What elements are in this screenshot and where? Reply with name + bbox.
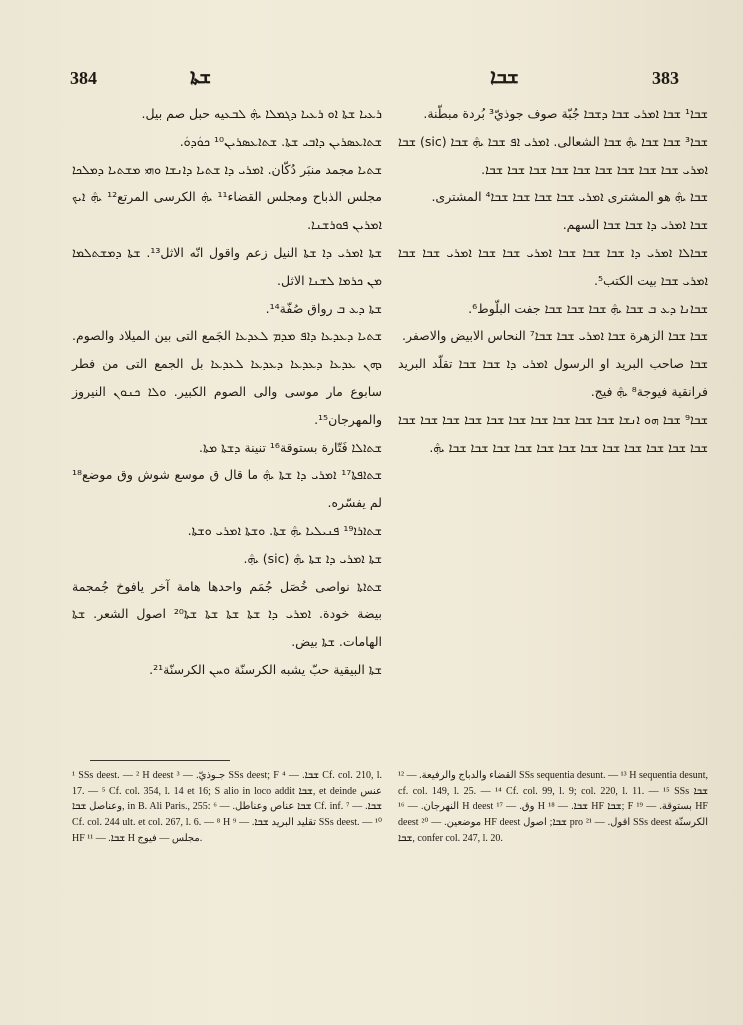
footnote-text: ¹ SSs deest. — ² H deest جـوذيّ. — ³ SSs deest; F ܫܒܐ. — ⁴ Cf. col. 210, l. 17. — ⁵ Cf. col. 354, l. 14 et 16; S alio in loco addit ܫܒܐ, et deinde عنس وعناصل ܫܒܐ, in B. Ali Paris., 255: ܫܒܐ عناص وعناطل. — ⁶ Cf. inf. ܫܒܐ. — ⁷ Cf. col. 244 ult. et col. 267, l. 6. — ⁸ H تقليد البريد ܫܒܐ. — ⁹ SSs deest. — ¹⁰ HF ܫܒܐ. — ¹¹ H مجلس — فيوج. bbox=[72, 770, 383, 844]
lexicon-entry: ܫܒܐ¹ ܫܒܐ ܐܡܪܝ ܫܒܐ ܕܫܒܐ جُبّة صوف جوذيّ³ بُردة مبطّنة. bbox=[423, 106, 708, 121]
footnote-text: القضاء والدباج والرفيعة. — ¹² SSs sequentia desunt. — ¹³ H sequentia desunt, cf. col. 149, l. 25. — ¹⁴ Cf. col. 99, l. 9; col. 220, l. 11. — ¹⁵ SSs ܫܒܐ النهرجان. — ¹⁶ H deest وق. — ¹⁷ H ܫܒܐ. — ¹⁸ HF ܫܒܐ; F بستوقة. — ¹⁹ HF deest موضعين. — ²⁰ HF deest ܫܒܐ; اصول pro اقول. — ²¹ SSs deest الكرسنّة ܫܒܐ, confer col. 247, l. 20. bbox=[398, 770, 708, 844]
lexicon-entry: ܫܒܐ³ ܫܒܐ ܫܒܐ ܞ ܫܒܐ الشعالى. ܐܡܪܝ ܐܦ ܫܒܐ ܞ ܫܒܐ (sic) ܫܒܐ ܐܡܪܝ ܫܒܐ ܫܒܐ ܫܒܐ ܫܒܐ ܫܒܐ ܫܒܐ ܫܒܐ ܫܒܐ ܫܒܐ. bbox=[398, 133, 708, 177]
lexicon-entry: ܫܒܐ صاحب البريد او الرسول ܐܡܪܝ ܕܐ ܫܒܐ ܫܒܐ تقلّد البريد فرانقية فيوجة⁸ ܞ فيج. bbox=[398, 356, 708, 399]
lexicon-entry: ܪܥܝܐ ܫܬܐ ܐܘ ܪܥܝܐ ܕܓܡܠܐ ܞ ܠܒܥيه حبل صم بيل. bbox=[141, 106, 382, 121]
right-column bbox=[398, 100, 708, 461]
lexicon-entry: ܫܒܐ⁹ ܫܒܐ ܗܘ ܐܢܫܐ ܫܒܐ ܫܒܐ ܫܒܐ ܫܒܐ ܫܒܐ ܫܒܐ ܫܒܐ ܫܒܐ ܫܒܐ ܫܒܐ ܫܒܐ ܫܒܐ ܫܒܐ ܫܒܐ ܫܒܐ ܫܒܐ ܫܒܐ ܫܒܐ ܫܒܐ ܫܒܐ ܫܒܐ ܫܒܐ ܞ. bbox=[398, 411, 708, 455]
lexicon-entry: ܫܬܐܬܐ نواصى خُصَل جُمَم واحدها هامة آخر يافوخ جُمجمة بيضة خودة. ܐܡܪܝ ܕܐ ܫܬܐ ܫܬܐ ܫܬܐ ܫܬܐ²⁰ اصول الشعر. ܫܬܐ الهامات. ܫܬܐ بيض. bbox=[72, 578, 383, 650]
footnotes-right bbox=[398, 768, 708, 847]
lexicon-entry: ܫܒܐܠܐ ܐܡܪܝ ܕܐ ܫܒܐ ܫܒܐ ܫܒܐ ܐܡܪܝ ܫܒܐ ܫܒܐ ܐܡܪܝ ܫܒܐ ܫܒܐ ܐܡܪܝ ܫܒܐ بيت الكتب⁵. bbox=[398, 244, 708, 288]
footnotes-left bbox=[72, 768, 382, 847]
lexicon-entry: ܫܬܝܐ مجمد منبَر دُكّان. ܐܡܪܝ ܕܐ ܫܬܝܐ ܕܐܢܫܐ ܘܗܝ ܡܫܬܝܐ ܕܡܠܟܐ مجلس الذباح ومجلس القضاء¹¹ ܞ الكرسى المرتع¹² ܞ ܐܝܟ ܐܡܪܝܢ ܦܘܪܫܢܐ. bbox=[72, 161, 383, 233]
lexicon-entry: ܫܬܐ البيقية حبّ يشبه الكرسنّة ܘܚܢ الكرسنّة²¹. bbox=[149, 661, 382, 677]
left-page-number: 384 bbox=[70, 68, 97, 88]
lexicon-entry: ܫܬܐܥܣܪܝܢ ܕܐܒܝ ܫܬܐ. ܫܬܐܥܣܪܝܢ¹⁰ ܟܘܿܕܘܿ. bbox=[179, 133, 382, 149]
lexicon-entry: ܫܬܝܐ ܕܥܕܥܐ ܕܐܦ ܡܕܡ ܠܥܕܥܐ الجَمع التى بين الميلاد والصوم. ܕܗܢ ܥܕܥܐ ܕܥܕܥܐ ܕܥܕܥܐ ܠܥܕܥܐ بل الجمع التى من فطر سابوع مار موسى والى الصوم الكبير. ܘܠܐ ܟܢܘܢ النيروز والمهرجان¹⁵. bbox=[72, 328, 382, 427]
lexicon-entry: ܫܒܐܢܐ ܕܥ ܒ ܫܒܐ ܞ ܫܒܐ ܫܒܐ ܫܒܐ جفت البلّوط⁶. bbox=[468, 300, 708, 316]
lexicon-entry: ܫܬܐܪܐ¹⁹ ܦܢܝܠܝܐ ܞ ܫܬܐ. ܘܫܬܐ ܐܡܪܝ ܘܫܬܐ. bbox=[187, 522, 382, 538]
lexicon-entry: ܫܒܐ ܫܒܐ الزهرة ܫܒܐ ܐܡܪܝ ܫܒܐ ܫܒܐ⁷ النحاس الابيض والاصفر. bbox=[401, 328, 708, 344]
lexicon-entry: ܫܬܐ ܐܡܪܝ ܕܐ ܫܬܐ النيل زعم واقول انّه الاثل¹³. ܫܬܐ ܕܡܫܬܠܡܐ ܡܢ ܟܪܡܐ ܠܫܢܐ الاثل. bbox=[72, 244, 383, 288]
lexicon-entry: ܫܒܐ ܐܡܪܝ ܕܐ ܫܒܐ ܫܒܐ السهم. bbox=[562, 217, 708, 233]
footnote-divider bbox=[90, 760, 230, 761]
left-column bbox=[72, 100, 382, 684]
lexicon-entry: ܫܬܐ ܕܥ ܒ رواق صُفّة¹⁴. bbox=[265, 300, 382, 316]
lexicon-entry: ܫܬܐ ܐܡܪܝ ܕܐ ܫܬܐ ܞ (sic) ܞ. bbox=[243, 550, 382, 566]
lexicon-entry: ܫܬܐܦܬܐ¹⁷ ܐܡܪܝ ܕܐ ܫܬܐ ܞ ما قال ق موسع شوش وق موضع¹⁸ لم يفسّره. bbox=[72, 467, 382, 511]
lexicon-entry: ܫܒܐ ܞ هو المشترى ܐܡܪܝ ܫܒܐ ܫܒܐ ܫܒܐ ܫܒܐ⁴ المشترى. bbox=[431, 189, 708, 205]
lexicon-entry: ܫܬܐܠܐ فَتّارة بستوقة¹⁶ تنينة ܕܫܬܐ ܡܬܐ. bbox=[199, 439, 382, 455]
right-running-title: ܫܒܐ bbox=[490, 64, 519, 88]
right-page-number: 383 bbox=[652, 68, 679, 88]
left-running-title: ܫܬܐ bbox=[190, 64, 212, 88]
